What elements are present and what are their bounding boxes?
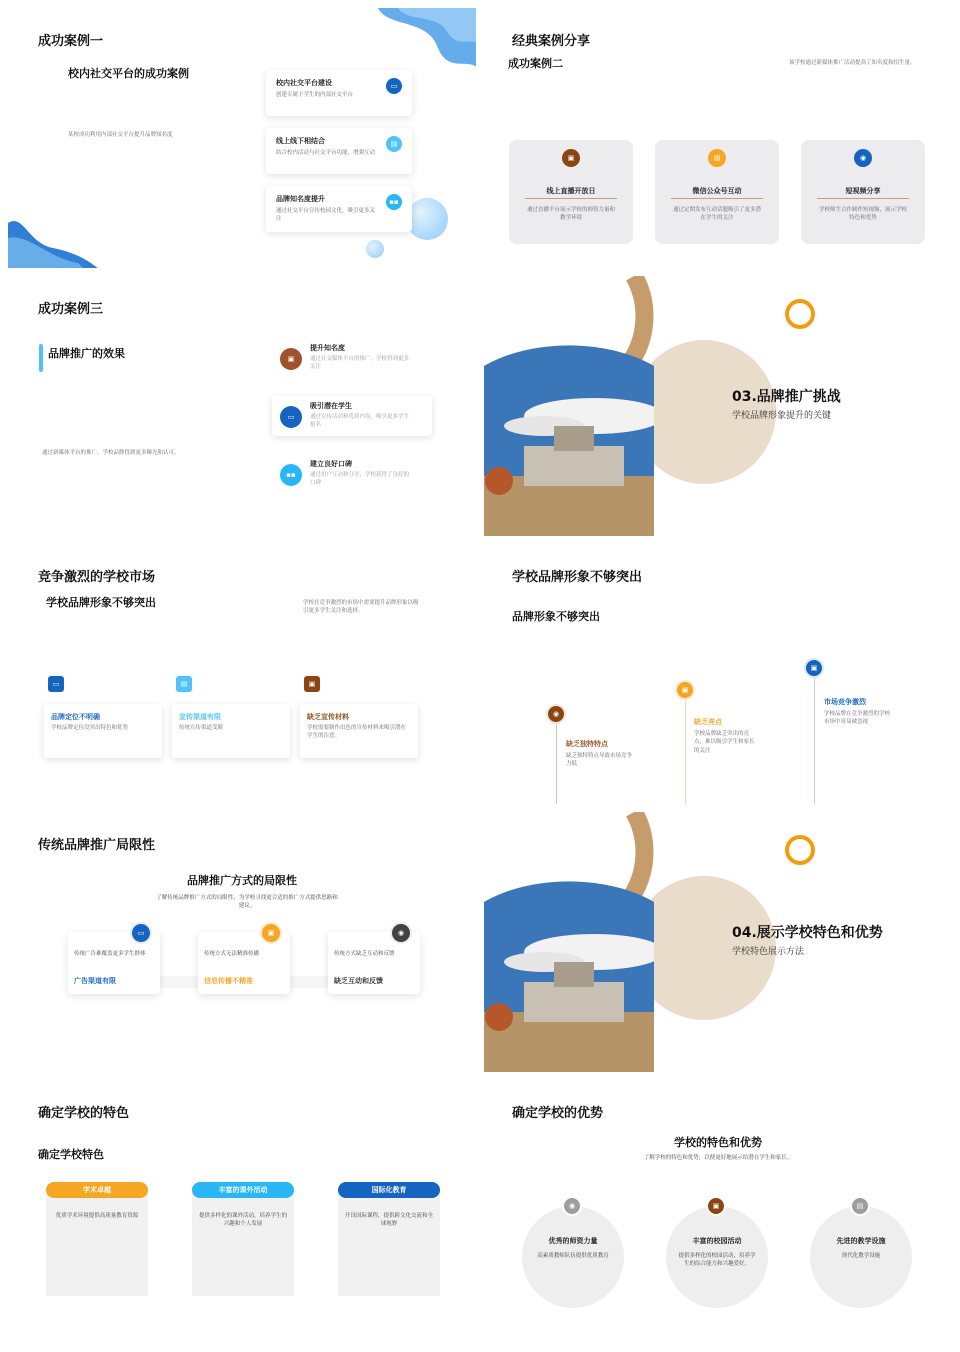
slide-title: 经典案例分享 xyxy=(512,34,591,49)
window-icon: ▭ xyxy=(130,922,152,944)
item-text: 通过社交媒体平台的推广，学校得到更多关注 xyxy=(310,356,410,371)
slide-traditional-limits xyxy=(8,812,476,1072)
window-icon: ▭ xyxy=(48,676,64,692)
slide-title: 竞争激烈的学校市场 xyxy=(38,570,156,585)
limit-card xyxy=(68,929,160,994)
chat-icon: ▪▪ xyxy=(280,464,302,486)
divider xyxy=(525,198,617,199)
case-card xyxy=(801,140,925,244)
problem-card xyxy=(172,704,290,758)
document-icon: ▤ xyxy=(176,676,192,692)
slide-case-three xyxy=(8,276,476,536)
slide-subtitle: 校内社交平台的成功案例 xyxy=(68,67,189,80)
target-icon: ◉ xyxy=(562,1196,582,1216)
timeline-line xyxy=(814,678,815,804)
slide-subtitle: 确定学校特色 xyxy=(38,1148,104,1161)
card-text: 提供多样化的课外活动，培养学生的兴趣和个人发展 xyxy=(198,1213,287,1228)
card-title: 信息传播不精准 xyxy=(204,977,253,985)
accent-bar xyxy=(39,344,43,372)
slide-case-sharing xyxy=(484,8,952,268)
decor-blob-top xyxy=(368,8,476,78)
item-text: 结合校内活动与社交平台功能，增强互动 xyxy=(276,150,376,156)
limit-card xyxy=(328,929,420,994)
feature-card xyxy=(46,1188,148,1296)
decor-blob-bottom xyxy=(8,213,108,268)
slide-school-features xyxy=(8,1080,476,1340)
slide-section-03 xyxy=(484,276,952,536)
slide-desc: 了解学校的特色和优势，以便更好地展示给潜在学生和家长。 xyxy=(643,1155,793,1161)
card-title: 微信公众号互动 xyxy=(692,187,742,195)
card-title: 品牌定位不明确 xyxy=(51,713,100,721)
item-title: 丰富的校园活动 xyxy=(692,1237,742,1245)
image-icon: ▣ xyxy=(804,658,824,678)
timeline-line xyxy=(685,700,686,804)
card-text: 学校师生合作制作短视频，展示学校特色和优势 xyxy=(818,207,907,222)
slide-subtitle: 品牌形象不够突出 xyxy=(512,610,600,623)
item-title: 缺乏亮点 xyxy=(694,718,722,726)
target-icon: ◉ xyxy=(854,149,872,167)
window-icon: ▭ xyxy=(386,78,402,94)
card-text: 传统方式缺乏互动和反馈 xyxy=(334,951,395,957)
list-item xyxy=(272,396,432,436)
item-title: 缺乏独特特点 xyxy=(566,740,608,748)
card-title: 短视频分享 xyxy=(845,187,881,195)
list-item xyxy=(266,186,412,232)
slide-subtitle: 品牌推广的效果 xyxy=(48,347,125,360)
card-text: 优质学术环境提供高质量教育资源 xyxy=(55,1213,139,1219)
card-text: 通过直播平台展示学校的师资力量和教学环境 xyxy=(526,207,615,222)
item-title: 线上线下相结合 xyxy=(276,137,325,145)
item-title: 品牌知名度提升 xyxy=(276,195,325,203)
card-text: 传统宣传渠道受限 xyxy=(179,725,224,731)
decor-circle xyxy=(406,198,448,240)
list-item xyxy=(272,454,432,494)
section-subtitle: 学校品牌形象提升的关键 xyxy=(732,411,832,421)
item-text: 创建专属于学生的内部社交平台 xyxy=(276,92,354,98)
slide-subtitle: 学校品牌形象不够突出 xyxy=(46,596,156,609)
slide-subtitle: 成功案例二 xyxy=(508,57,563,70)
item-title: 先进的教学设施 xyxy=(836,1237,886,1245)
item-text: 提供多样化的校园活动，培养学生的综合能力和兴趣爱好。 xyxy=(678,1253,756,1268)
item-text: 高素质教师队伍提供优质教育 xyxy=(537,1253,609,1259)
chat-icon: ▪▪ xyxy=(386,194,402,210)
feature-pill: 国际化教育 xyxy=(338,1182,440,1198)
problem-card xyxy=(300,704,418,758)
document-icon: ▤ xyxy=(386,136,402,152)
feature-card xyxy=(338,1188,440,1296)
slide-title: 成功案例三 xyxy=(38,302,104,317)
card-text: 通过定期发布互动话题吸引了更多潜在学生的关注 xyxy=(672,207,761,222)
target-icon: ◉ xyxy=(390,922,412,944)
section-illustration xyxy=(484,276,952,536)
target-icon: ◉ xyxy=(546,704,566,724)
window-icon: ▭ xyxy=(280,406,302,428)
list-item xyxy=(272,338,432,378)
item-title: 校内社交平台建设 xyxy=(276,79,332,87)
problem-card xyxy=(44,704,162,758)
image-icon: ▣ xyxy=(706,1196,726,1216)
timeline-line xyxy=(556,724,557,804)
slide-title: 确定学校的优势 xyxy=(512,1106,604,1121)
slide-subtitle: 品牌推广方式的局限性 xyxy=(187,874,297,887)
section-title: 04.展示学校特色和优势 xyxy=(732,925,883,941)
slide-desc: 了解传统品牌推广方式的局限性，为学校寻找更合适的推广方式提供思路和建议。 xyxy=(156,895,338,910)
feature-pill: 丰富的课外活动 xyxy=(192,1182,294,1198)
item-text: 缺乏独特特点导致市场竞争力低 xyxy=(566,753,633,768)
card-title: 线上直播开放日 xyxy=(546,187,596,195)
slide-title: 确定学校的特色 xyxy=(38,1106,130,1121)
card-text: 学校需要制作出色的宣传材料来吸引潜在学生的注意。 xyxy=(307,725,407,740)
slide-brand-image-weak xyxy=(484,544,952,804)
decor-circle-small xyxy=(366,240,384,258)
item-title: 建立良好口碑 xyxy=(310,460,352,468)
item-text: 学校品牌缺乏突出的亮点，难以吸引学生和家长的关注 xyxy=(694,731,755,754)
card-title: 广告渠道有限 xyxy=(74,977,116,985)
feature-card xyxy=(192,1188,294,1296)
section-illustration xyxy=(484,812,952,1072)
slide-school-advantages xyxy=(484,1080,952,1340)
slide-section-04 xyxy=(484,812,952,1072)
item-text: 通过用户互动和分享，学校获得了良好的口碑 xyxy=(310,472,410,487)
divider xyxy=(817,198,909,199)
slide-title: 成功案例一 xyxy=(38,34,104,49)
card-title: 缺乏宣传材料 xyxy=(307,713,349,721)
image-icon: ▣ xyxy=(280,348,302,370)
item-title: 市场竞争激烈 xyxy=(824,698,866,706)
slide-desc: 通过新媒体平台的推广，学校品牌得到更多曝光和认可。 xyxy=(42,450,180,456)
item-text: 通过宣传活动和优质内容，吸引更多学生报名 xyxy=(310,414,410,429)
item-title: 吸引潜在学生 xyxy=(310,402,352,410)
slide-title: 传统品牌推广局限性 xyxy=(38,838,156,853)
section-subtitle: 学校特色展示方法 xyxy=(732,947,805,957)
case-card xyxy=(655,140,779,244)
building-icon: ▤ xyxy=(850,1196,870,1216)
slide-subtitle: 学校的特色和优势 xyxy=(674,1136,762,1149)
card-text: 开设国际课程，提供跨文化交流和全球视野 xyxy=(344,1213,433,1228)
slide-case-one xyxy=(8,8,476,268)
print-icon: ▣ xyxy=(675,680,695,700)
card-text: 传统方式无法精准传播 xyxy=(204,951,260,957)
item-text: 学校品牌在竞争激烈的学校市场中容易被忽视 xyxy=(824,711,891,726)
slide-title: 学校品牌形象不够突出 xyxy=(512,570,643,585)
case-card xyxy=(509,140,633,244)
card-text: 传统广告难覆盖更多学生群体 xyxy=(74,951,146,957)
card-title: 缺乏互动和反馈 xyxy=(334,977,383,985)
slide-competitive-market xyxy=(8,544,476,804)
slide-desc: 该学校通过新媒体推广活动提高了知名度和招生量。 xyxy=(789,60,916,66)
limit-card xyxy=(198,929,290,994)
item-title: 提升知名度 xyxy=(310,344,345,352)
slide-desc: 某校成功利用内部社交平台提升品牌知名度 xyxy=(68,132,173,138)
card-title: 宣传渠道有限 xyxy=(179,713,221,721)
print-icon: ▣ xyxy=(562,149,580,167)
feature-pill: 学术卓越 xyxy=(46,1182,148,1198)
card-text: 学校品牌定位没突出特色和优势 xyxy=(51,725,129,731)
slide-desc: 学校在竞争激烈的市场中需要提升品牌形象以吸引更多学生关注和选择。 xyxy=(303,600,419,615)
clipboard-icon: ▤ xyxy=(708,149,726,167)
item-text: 现代化教学设施 xyxy=(841,1253,881,1259)
list-item xyxy=(266,70,412,116)
section-title: 03.品牌推广挑战 xyxy=(732,389,841,405)
item-text: 通过社交平台宣传校园文化，吸引更多关注 xyxy=(276,208,376,223)
image-icon: ▣ xyxy=(304,676,320,692)
item-title: 优秀的师资力量 xyxy=(548,1237,598,1245)
divider xyxy=(671,198,763,199)
print-icon: ▣ xyxy=(260,922,282,944)
list-item xyxy=(266,128,412,174)
